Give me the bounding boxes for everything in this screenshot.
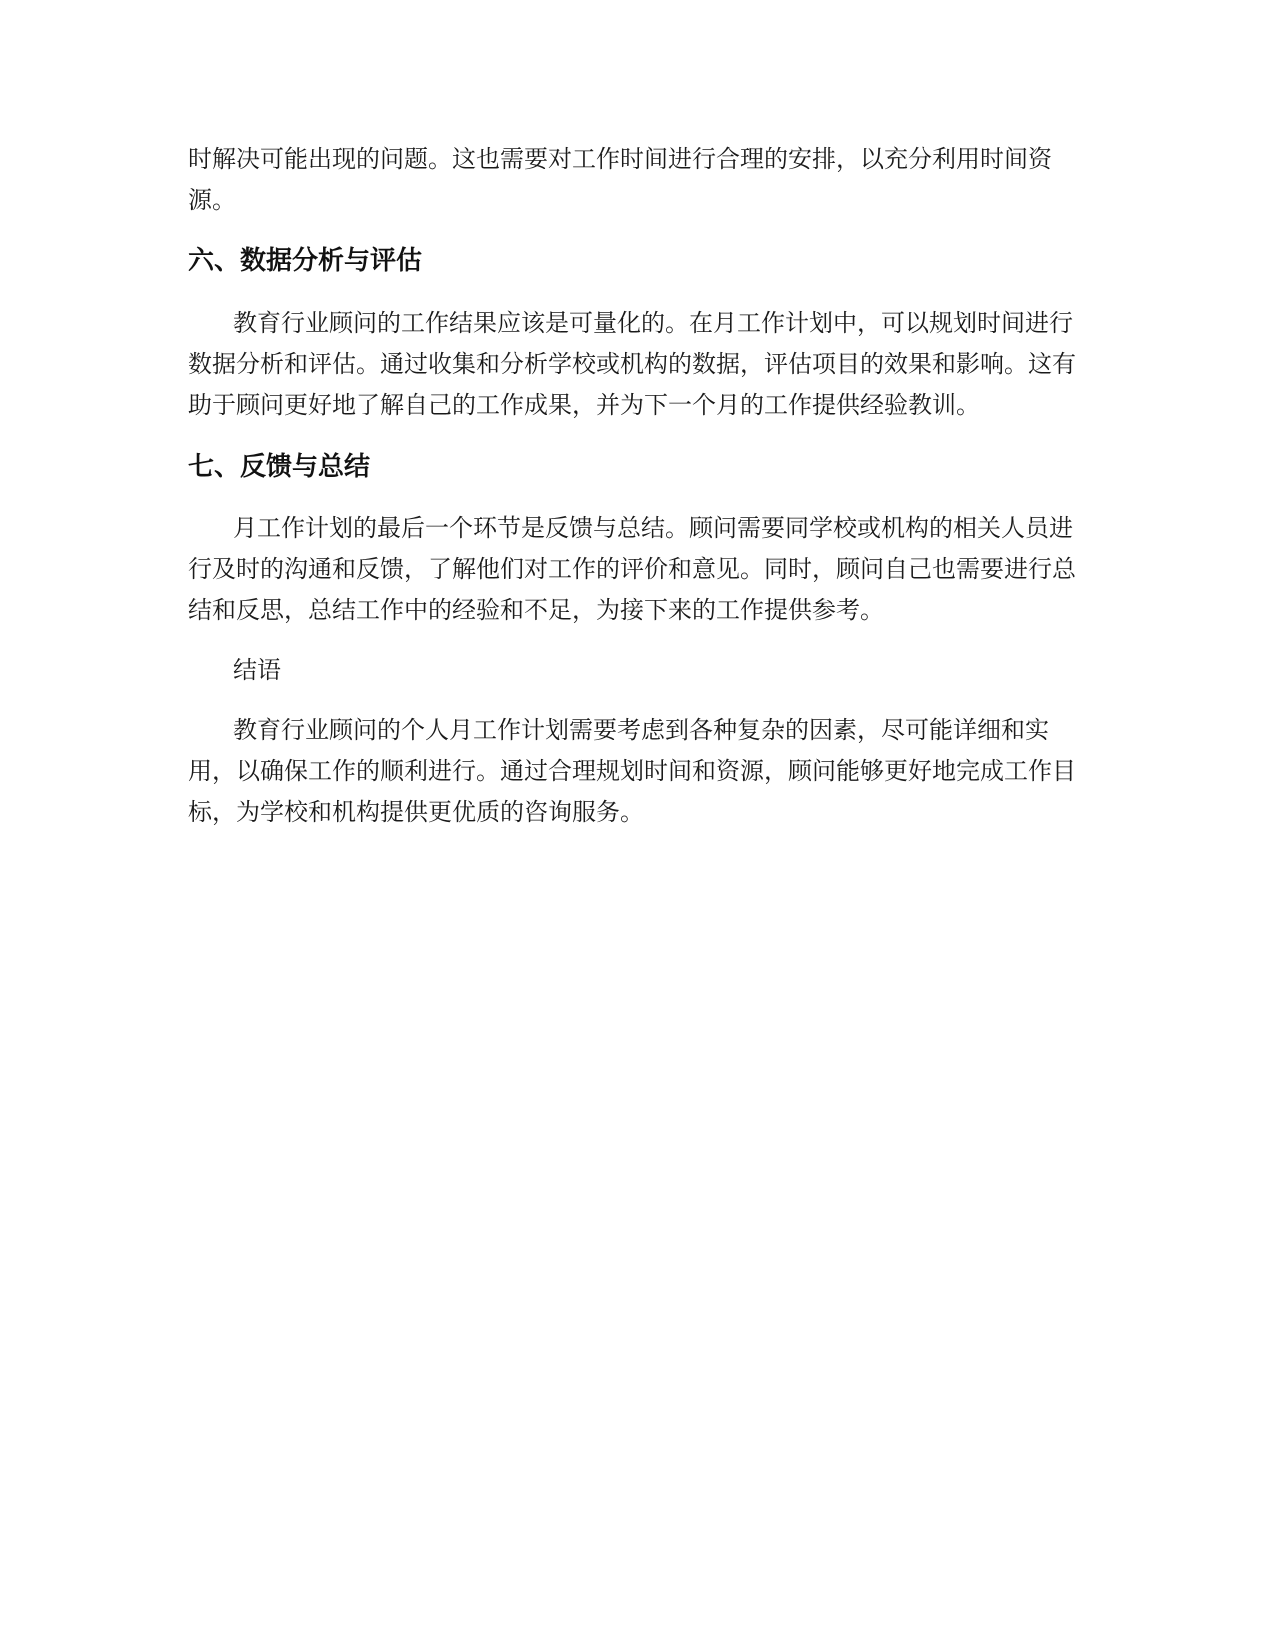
- section-body-data-analysis: 教育行业顾问的工作结果应该是可量化的。在月工作计划中，可以规划时间进行数据分析和评估。通过收集和分析学校或机构的数据，评估项目的效果和影响。这有助于顾问更好地了解自己的工作成果，并为下一个月的工作提供经验教训。: [188, 309, 1076, 419]
- section-heading-data-analysis: 六、数据分析与评估: [188, 246, 423, 276]
- continuation-paragraph: 时解决可能出现的问题。这也需要对工作时间进行合理的安排，以充分利用时间资源。: [188, 145, 1052, 214]
- section-body-feedback-summary: 月工作计划的最后一个环节是反馈与总结。顾问需要同学校或机构的相关人员进行及时的沟通和反馈，了解他们对工作的评价和意见。同时，顾问自己也需要进行总结和反思，总结工作中的经验和不足，为接下来的工作提供参考。: [188, 514, 1076, 624]
- conclusion-body: 教育行业顾问的个人月工作计划需要考虑到各种复杂的因素，尽可能详细和实用，以确保工作的顺利进行。通过合理规划时间和资源，顾问能够更好地完成工作目标，为学校和机构提供更优质的咨询服务。: [188, 716, 1076, 826]
- section-heading-feedback-summary: 七、反馈与总结: [188, 452, 371, 482]
- conclusion-label: 结语: [233, 656, 281, 684]
